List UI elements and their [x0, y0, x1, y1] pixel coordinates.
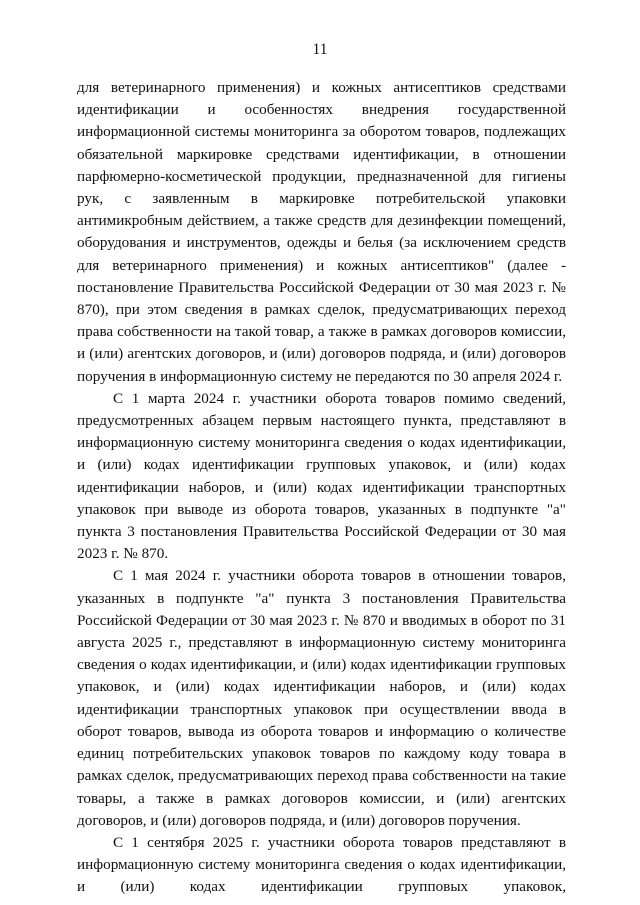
page-number: 11 — [312, 41, 328, 58]
paragraph-may-2024: С 1 мая 2024 г. участники оборота товаров в отношении товаров, указанных в подпункте "а" пункта 3 постановления Правительства Российской Федерации от 30 мая 2023 г. № 870 и вводимых в оборот по 31 августа 2025 г., представляют в информационную систему мониторинга сведения о кодах идентификации, и (или) кодах идентификации групповых упаковок, и (или) кодах идентификации наборов, и (или) кодах идентификации транспортных упаковок при осуществлении ввода в оборот товаров, вывода из оборота товаров и информацию о количестве единиц потребительских упаковок товаров по каждому коду товара в рамках сделок, предусматривающих переход права собственности на такие товары, а также в рамках договоров комиссии, и (или) агентских договоров, и (или) договоров подряда, и (или) договоров поручения. — [77, 567, 566, 829]
paragraph-continuation: для ветеринарного применения) и кожных антисептиков средствами идентификации и особенностях внедрения государственной информационной системы мониторинга за оборотом товаров, подлежащих обязательной маркировке средствами идентификации, в отношении парфюмерно-косметической продукции, предназначенной для гигиены рук, с заявленным в маркировке потребительской упаковки антимикробным действием, а также средств для дезинфекции помещений, оборудования и инструментов, одежды и белья (за исключением средств для ветеринарного применения) и кожных антисептиков" (далее - постановление Правительства Российской Федерации от 30 мая 2023 г. № 870), при этом сведения в рамках сделок, предусматривающих переход права собственности на такой товар, а также в рамках договоров комиссии, и (или) агентских договоров, и (или) договоров подряда, и (или) договоров поручения в информационную систему не передаются по 30 апреля 2024 г. — [77, 79, 566, 385]
document-body — [77, 77, 566, 899]
paragraph-march-2024: С 1 марта 2024 г. участники оборота товаров помимо сведений, предусмотренных абзацем первым настоящего пункта, представляют в информационную систему мониторинга сведения о кодах идентификации, и (или) кодах идентификации групповых упаковок, и (или) кодах идентификации наборов, и (или) кодах идентификации транспортных упаковок при выводе из оборота товаров, указанных в подпункте "а" пункта 3 постановления Правительства Российской Федерации от 30 мая 2023 г. № 870. — [77, 389, 566, 563]
paragraph-september-2025: С 1 сентября 2025 г. участники оборота товаров представляют в информационную систему мониторинга сведения о кодах идентификации, и (или) кодах идентификации групповых упаковок, — [77, 833, 566, 896]
